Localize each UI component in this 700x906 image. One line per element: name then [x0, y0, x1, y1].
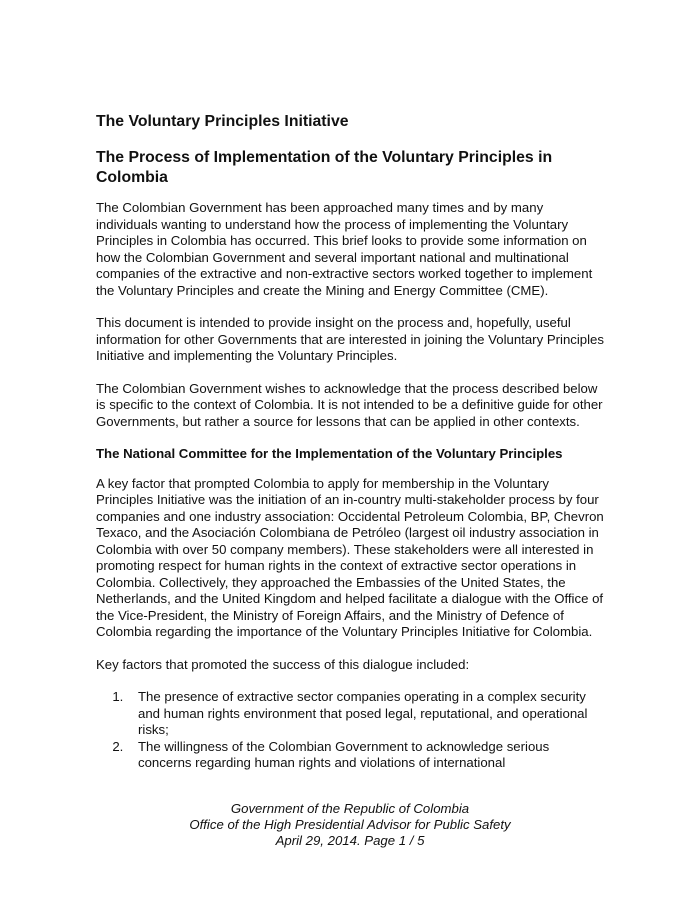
document-body — [96, 112, 606, 772]
page-footer — [0, 801, 700, 849]
document-subtitle: The Process of Implementation of the Voluntary Principles in Colombia — [96, 149, 553, 186]
document-title: The Voluntary Principles Initiative — [96, 113, 349, 130]
footer-government: Government of the Republic of Colombia — [230, 801, 470, 816]
key-factor-item: 1. The presence of extractive sector companies operating in a complex security and human rights environment that posed legal, reputational, and operational risks; — [127, 689, 606, 739]
section-paragraph-2: Key factors that promoted the success of this dialogue included: — [96, 656, 470, 672]
intro-paragraph-2: This document is intended to provide insight on the process and, hopefully, useful information for other Governments that are interested in joining the Voluntary Principles Initiative and implementing the Voluntary Principles. — [96, 315, 604, 363]
footer-date-page: April 29, 2014. Page 1 / 5 — [275, 833, 425, 848]
intro-paragraph-3: The Colombian Government wishes to acknowledge that the process described below is specific to the context of Colombia. It is not intended to be a definitive guide for other Governments, but rather a source for lessons that can be applied in other contexts. — [96, 380, 603, 429]
footer-office: Office of the High Presidential Advisor for Public Safety — [189, 817, 511, 832]
intro-paragraph-1: The Colombian Government has been approached many times and by many individuals wanting to understand how the process of implementing the Voluntary Principles in Colombia has occurred. This brief looks to provide some information on how the Colombian Government and several important national and multinational companies of the extractive and non-extractive sectors worked together to implement the Voluntary Principles and create the Mining and Energy Committee (CME). — [96, 200, 593, 298]
section-paragraph-1: A key factor that prompted Colombia to apply for membership in the Voluntary Principles Initiative was the initiation of an in-country multi-stakeholder process by four companies and one industry association: Occidental Petroleum Colombia, BP, Chevron Texaco, and the Asociación Colombiana de Petróleo (largest oil industry association in Colombia with over 50 company members). These stakeholders were all interested in promoting respect for human rights in the context of extractive sector operations in Colombia. Collectively, they approached the Embassies of the United States, the Netherlands, and the United Kingdom and helped facilitate a dialogue with the Office of the Vice-President, the Ministry of Foreign Affairs, and the Ministry of Defence of Colombia regarding the importance of the Voluntary Principles Initiative for Colombia. — [96, 475, 604, 639]
key-factors-list — [96, 689, 606, 772]
section-heading: The National Committee for the Implementation of the Voluntary Principles — [96, 446, 563, 461]
key-factor-item: 2. The willingness of the Colombian Government to acknowledge serious concerns regarding human rights and violations of international — [127, 739, 606, 772]
